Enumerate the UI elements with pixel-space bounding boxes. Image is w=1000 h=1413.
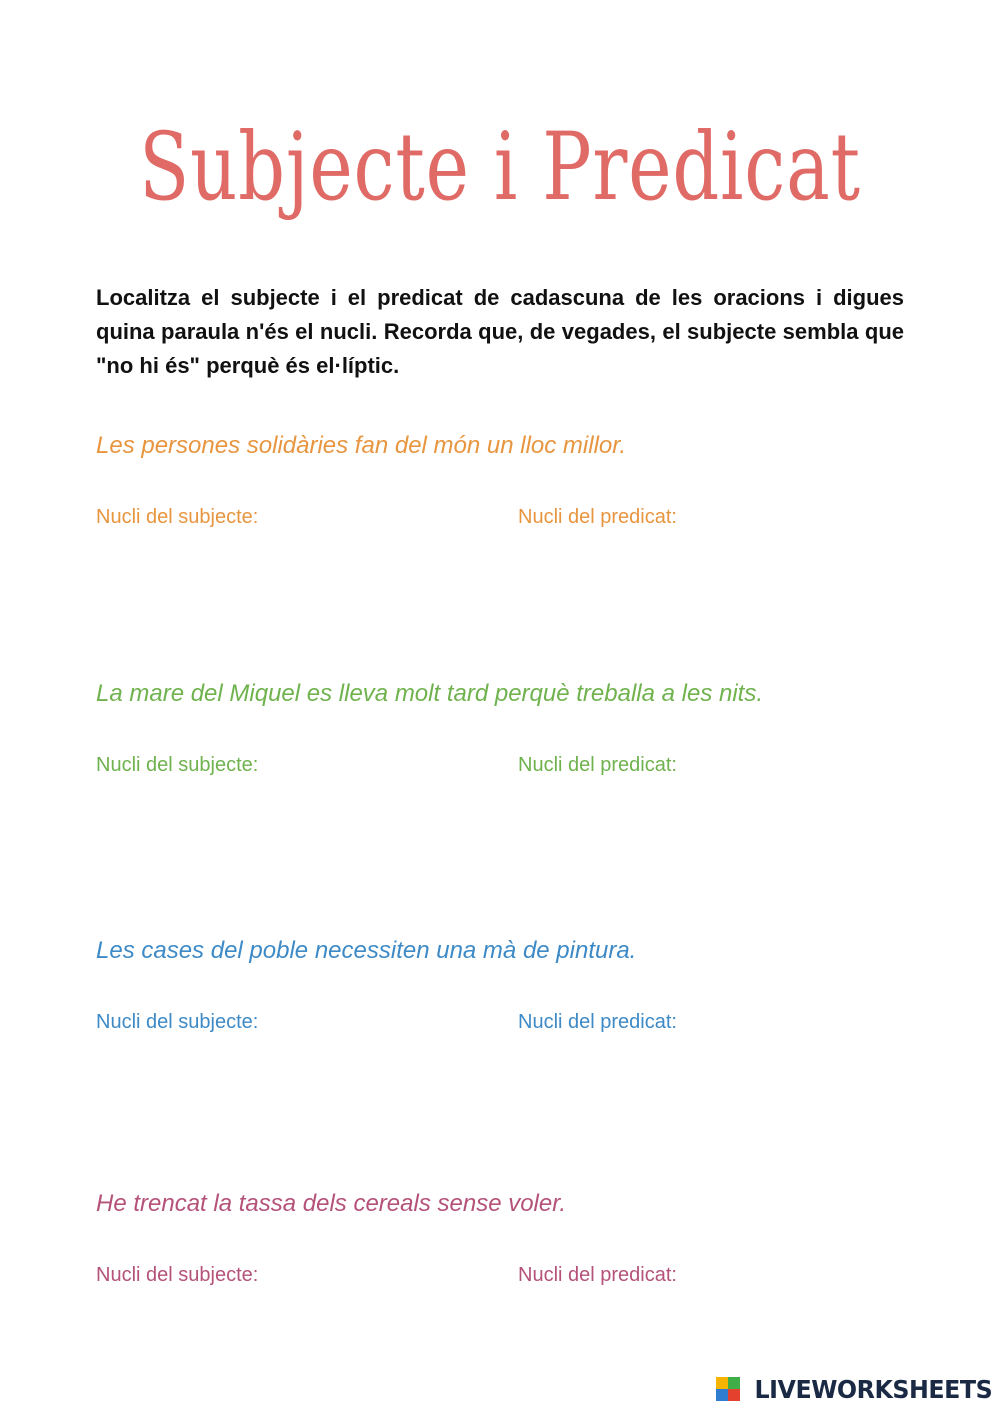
predicate-nucleus-input[interactable] (712, 1261, 906, 1291)
subject-nucleus-label: Nucli del subjecte: (96, 1011, 259, 1033)
predicate-nucleus-input[interactable] (712, 1008, 906, 1038)
liveworksheets-logo-icon (716, 1377, 740, 1401)
subject-nucleus-label: Nucli del subjecte: (96, 754, 259, 776)
subject-nucleus-input[interactable] (292, 1008, 506, 1038)
answer-row (96, 503, 904, 533)
subject-nucleus-input[interactable] (292, 503, 506, 533)
predicate-nucleus-input[interactable] (712, 751, 906, 781)
subject-nucleus-input[interactable] (292, 751, 506, 781)
liveworksheets-brand (716, 1375, 992, 1403)
subject-nucleus-label: Nucli del subjecte: (96, 506, 259, 528)
answer-row (96, 1008, 904, 1038)
page-title: Subjecte i Predicat (139, 113, 861, 222)
predicate-nucleus-label: Nucli del predicat: (518, 1011, 677, 1033)
instructions-text: Localitza el subjecte i el predicat de cadascuna de les oracions i digues quina paraula n'és el nucli. Recorda que, de vegades, el subjecte sembla que "no hi és" perquè és el·líptic. (96, 285, 904, 378)
exercise-sentence: Les cases del poble necessiten una mà de pintura. (96, 937, 637, 964)
answer-row (96, 751, 904, 781)
exercise-sentence: He trencat la tassa dels cereals sense voler. (96, 1190, 567, 1217)
exercise-sentence: La mare del Miquel es lleva molt tard perquè treballa a les nits. (96, 680, 764, 707)
predicate-nucleus-input[interactable] (712, 503, 906, 533)
exercise-sentence: Les persones solidàries fan del món un lloc millor. (96, 432, 627, 459)
subject-nucleus-label: Nucli del subjecte: (96, 1264, 259, 1286)
predicate-nucleus-label: Nucli del predicat: (518, 754, 677, 776)
brand-name: LIVEWORKSHEETS (754, 1374, 992, 1404)
answer-row (96, 1261, 904, 1291)
subject-nucleus-input[interactable] (292, 1261, 506, 1291)
predicate-nucleus-label: Nucli del predicat: (518, 506, 677, 528)
predicate-nucleus-label: Nucli del predicat: (518, 1264, 677, 1286)
